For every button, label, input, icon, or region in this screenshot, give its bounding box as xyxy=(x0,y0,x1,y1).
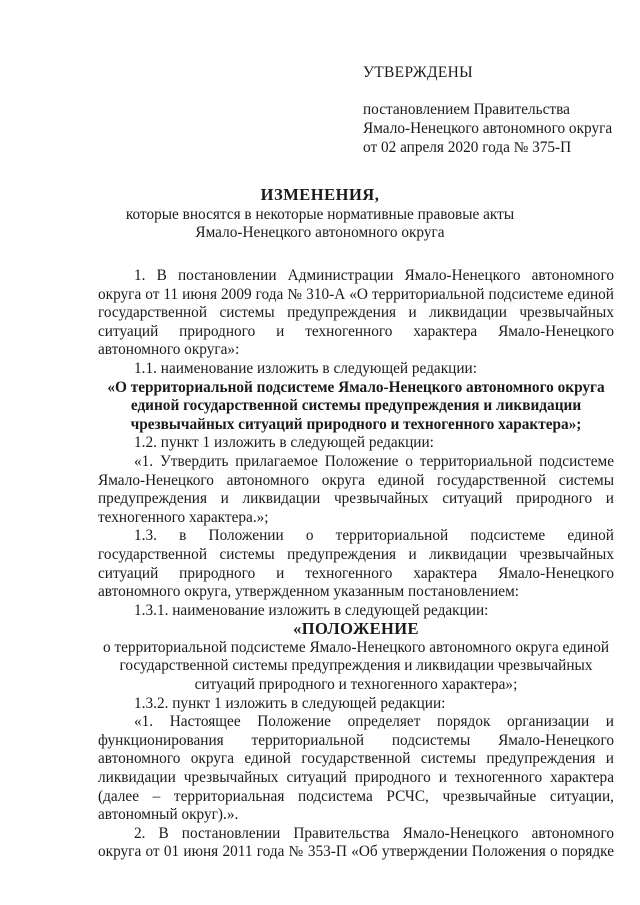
paragraph-1-3: 1.3. в Положении о территориальной подсистеме единой государственной системы предупреждения и ликвидации чрезвычайных ситуаций природного и техногенного характера Ямало-Ненецкого автономного округа, утвержденном указанным постановлением: xyxy=(98,527,614,601)
paragraph-2: 2. В постановлении Правительства Ямало-Ненецкого автономного округа от 01 июня 2011 года № 353-П «Об утверждении Положения о порядке xyxy=(98,824,614,861)
changes-subtitle-1: которые вносятся в некоторые нормативные правовые акты xyxy=(125,206,515,223)
paragraph-quote-2: «1. Настоящее Положение определяет порядок организации и функционирования территориальной подсистемы Ямало-Ненецкого автономного округа единой государственной системы предупреждения и ликвидации чрезвычайных ситуаций природного и техногенного характера (далее – территориальная подсистема РСЧС, чрезвычайные ситуации, автономный округ).». xyxy=(98,713,614,824)
changes-subtitle-2: Ямало-Ненецкого автономного округа xyxy=(195,224,445,241)
paragraph-1-1: 1.1. наименование изложить в следующей редакции: xyxy=(134,359,477,377)
approval-line-3: от 02 апреля 2020 года № 375-П xyxy=(363,139,572,156)
polozhenie-title: «ПОЛОЖЕНИЕ xyxy=(293,619,419,639)
paragraph-1-2: 1.2. пункт 1 изложить в следующей редакции: xyxy=(134,434,434,452)
paragraph-name-quote: «О территориальной подсистеме Ямало-Ненецкого автономного округа единой государственной системы предупреждения и ликвидации чрезвычайных ситуаций природного и техногенного характера»; xyxy=(107,378,605,433)
approval-line-2: Ямало-Ненецкого автономного округа xyxy=(363,120,613,137)
document-body xyxy=(98,267,614,862)
polozhenie-subtitle: о территориальной подсистеме Ямало-Ненецкого автономного округа единой государственной системы предупреждения и ликвидации чрезвычайных ситуаций природного и техногенного характера»; xyxy=(102,638,610,694)
paragraph-quote-1: «1. Утвердить прилагаемое Положение о территориальной подсистеме Ямало-Ненецкого автономного округа единой государственной системы предупреждения и ликвидации чрезвычайных ситуаций природного и техногенного характера.»; xyxy=(98,452,614,526)
paragraph-1-3-2: 1.3.2. пункт 1 изложить в следующей редакции: xyxy=(134,694,446,712)
approval-line-1: постановлением Правительства xyxy=(363,101,570,118)
paragraph-1-3-1: 1.3.1. наименование изложить в следующей редакции: xyxy=(134,601,489,619)
paragraph-1: 1. В постановлении Администрации Ямало-Ненецкого автономного округа от 11 июня 2009 года № 310-А «О территориальной подсистеме единой государственной системы предупреждения и ликвидации чрезвычайных ситуаций природного и техногенного характера Ямало-Ненецкого автономного округа»: xyxy=(98,267,614,359)
approval-title: УТВЕРЖДЕНЫ xyxy=(363,64,473,81)
changes-title: ИЗМЕНЕНИЯ, xyxy=(260,185,380,204)
